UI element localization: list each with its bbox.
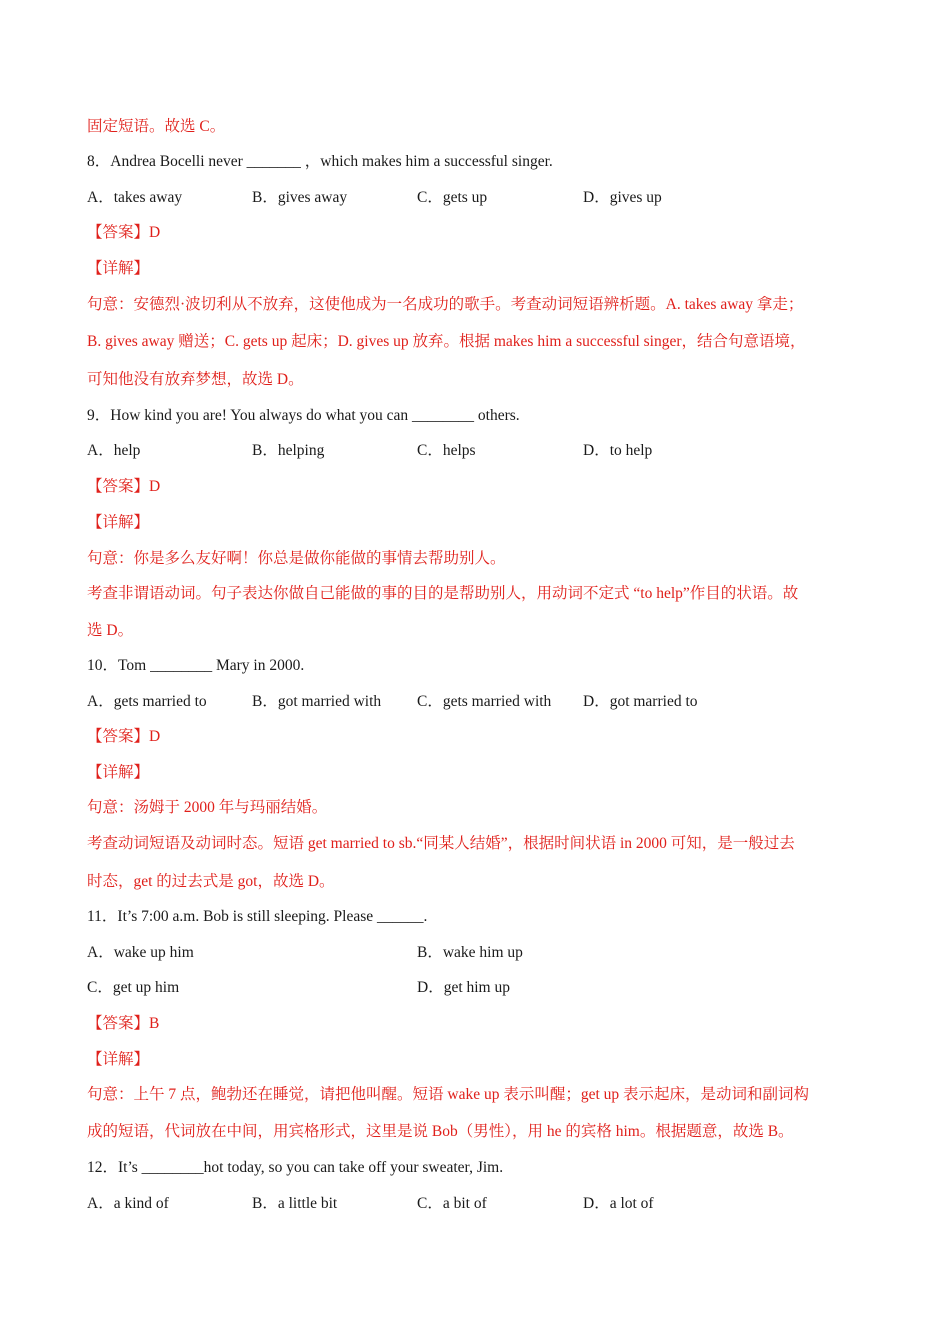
question-11-options-row-1 — [87, 943, 887, 963]
question-12-options — [87, 1194, 887, 1214]
q8-answer: 【答案】D — [87, 224, 161, 241]
q11-option-d: D．get him up — [417, 979, 510, 996]
q8-detail-label: 【详解】 — [87, 260, 150, 277]
q12-option-d: D．a lot of — [583, 1195, 654, 1212]
question-9-stem: 9．How kind you are! You always do what you can ________ others. — [87, 407, 520, 424]
q9-option-c: C．helps — [417, 442, 476, 459]
q10-option-b: B．got married with — [252, 693, 382, 710]
q10-option-a: A．gets married to — [87, 693, 207, 710]
question-12-stem: 12．It’s ________hot today, so you can take off your sweater, Jim. — [87, 1159, 504, 1176]
q8-option-a: A．takes away — [87, 189, 183, 206]
q9-explanation-line: 句意：你是多么友好啊！你总是做你能做的事情去帮助别人。 — [87, 550, 506, 567]
question-10-stem: 10．Tom ________ Mary in 2000. — [87, 657, 305, 674]
question-8-stem: 8．Andrea Bocelli never _______ ，which makes him a successful singer. — [87, 153, 553, 170]
question-11-stem: 11．It’s 7:00 a.m. Bob is still sleeping. Please ______. — [87, 908, 428, 925]
q9-explanation-line: 选 D。 — [87, 622, 134, 639]
q9-explanation-line: 考查非谓语动词。句子表达你做自己能做的事的目的是帮助别人，用动词不定式 “to help”作目的状语。故 — [87, 585, 799, 602]
question-11-options-row-2 — [87, 978, 887, 998]
q8-option-d: D．gives up — [583, 189, 662, 206]
q12-option-a: A．a kind of — [87, 1195, 169, 1212]
q12-option-b: B．a little bit — [252, 1195, 338, 1212]
q11-option-a: A．wake up him — [87, 944, 194, 961]
q11-detail-label: 【详解】 — [87, 1051, 150, 1068]
q10-answer: 【答案】D — [87, 728, 161, 745]
q11-answer: 【答案】B — [87, 1015, 160, 1032]
explanation-continuation: 固定短语。故选 C。 — [87, 118, 226, 135]
q11-explanation-line: 句意：上午 7 点，鲍勃还在睡觉，请把他叫醒。短语 wake up 表示叫醒；get up 表示起床，是动词和副词构 — [87, 1086, 810, 1103]
q8-explanation-line: 句意：安德烈·波切利从不放弃，这使他成为一名成功的歌手。考查动词短语辨析题。A. takes away 拿走； — [87, 296, 804, 313]
q9-option-b: B．helping — [252, 442, 325, 459]
q8-option-c: C．gets up — [417, 189, 488, 206]
q10-explanation-line: 句意：汤姆于 2000 年与玛丽结婚。 — [87, 799, 328, 816]
q9-detail-label: 【详解】 — [87, 514, 150, 531]
q12-option-c: C．a bit of — [417, 1195, 487, 1212]
q11-option-c: C．get up him — [87, 979, 180, 996]
q8-option-b: B．gives away — [252, 189, 348, 206]
q8-explanation-line: B. gives away 赠送；C. gets up 起床；D. gives up 放弃。根据 makes him a successful singer，结合句意语境， — [87, 333, 806, 350]
q8-explanation-line: 可知他没有放弃梦想，故选 D。 — [87, 371, 304, 388]
q11-option-b: B．wake him up — [417, 944, 523, 961]
q11-explanation-line: 成的短语，代词放在中间，用宾格形式，这里是说 Bob（男性），用 he 的宾格 him。根据题意，故选 B。 — [87, 1123, 794, 1140]
question-10-options — [87, 692, 887, 712]
q9-option-d: D．to help — [583, 442, 653, 459]
q9-option-a: A．help — [87, 442, 141, 459]
q10-option-c: C．gets married with — [417, 693, 552, 710]
q10-detail-label: 【详解】 — [87, 764, 150, 781]
question-8-options — [87, 188, 887, 208]
q10-explanation-line: 考查动词短语及动词时态。短语 get married to sb.“同某人结婚”，根据时间状语 in 2000 可知，是一般过去 — [87, 835, 795, 852]
q9-answer: 【答案】D — [87, 478, 161, 495]
question-9-options — [87, 441, 887, 461]
q10-explanation-line: 时态，get 的过去式是 got，故选 D。 — [87, 873, 335, 890]
q10-option-d: D．got married to — [583, 693, 698, 710]
